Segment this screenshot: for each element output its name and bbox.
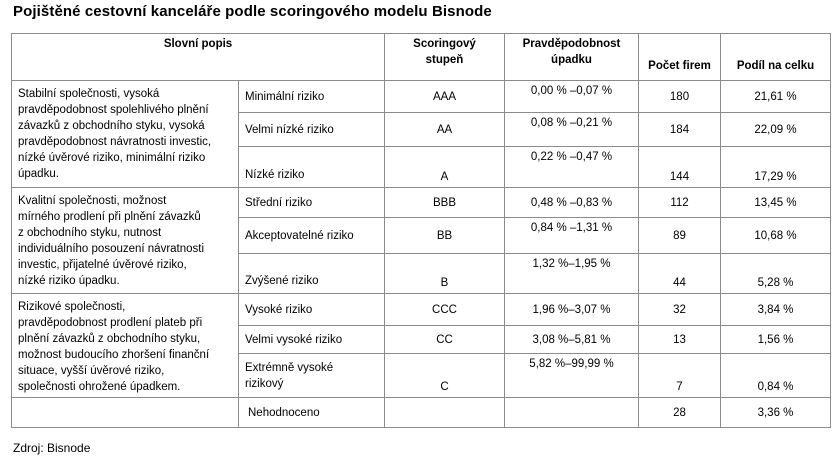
share-cell: 17,29 %: [721, 147, 831, 188]
risk-label: Nehodnoceno: [239, 398, 385, 428]
desc-line: z obchodního styku, nutnost: [18, 227, 162, 239]
prob-cell: 1,32 %–1,95 %: [505, 254, 639, 294]
prob-cell: 0,08 % –0,21 %: [505, 113, 639, 147]
group-description: [12, 294, 239, 398]
prob-cell: 0,48 % –0,83 %: [505, 188, 639, 218]
source-note: Zdroj: Bisnode: [13, 441, 91, 455]
share-cell: 10,68 %: [721, 218, 831, 254]
count-cell: 7: [639, 354, 721, 398]
grade-cell: AA: [385, 113, 505, 147]
share-cell: 5,28 %: [721, 254, 831, 294]
risk-label: Velmi vysoké riziko: [239, 326, 385, 354]
group-description: [12, 188, 239, 294]
risk-label-line: Extrémně vysoké: [245, 361, 334, 374]
count-cell: 144: [639, 147, 721, 188]
prob-cell: 5,82 %–99,99 %: [505, 354, 639, 398]
desc-line: nízké riziko úpadku.: [18, 275, 120, 287]
prob-cell: 0,22 % –0,47 %: [505, 147, 639, 188]
prob-cell: 1,96 %–3,07 %: [505, 294, 639, 326]
header-prob-line1: Pravděpodobnost: [522, 38, 621, 50]
desc-line: investic, přijatelné úvěrové riziko,: [18, 259, 187, 271]
scoring-table: [11, 33, 831, 428]
count-cell: 13: [639, 326, 721, 354]
count-cell: 32: [639, 294, 721, 326]
risk-label: Střední riziko: [239, 188, 385, 218]
table-row: [12, 188, 831, 218]
table-row: [12, 398, 831, 428]
desc-line: Rizikové společnosti,: [18, 301, 126, 313]
header-desc: Slovní popis: [12, 34, 385, 81]
risk-label: Velmi nízké riziko: [239, 113, 385, 147]
desc-line: pravděpodobnost prodlení plateb při: [18, 317, 203, 329]
risk-label: Akceptovatelné riziko: [239, 218, 385, 254]
desc-line: pravděpodobnost návratnosti investic,: [18, 136, 212, 148]
header-share: Podíl na celku: [721, 34, 831, 81]
count-cell: 44: [639, 254, 721, 294]
grade-cell: CCC: [385, 294, 505, 326]
desc-line: situace, vyšší úvěrové riziko,: [18, 365, 165, 377]
share-cell: 1,56 %: [721, 326, 831, 354]
grade-cell: BBB: [385, 188, 505, 218]
prob-cell: 3,08 %–5,81 %: [505, 326, 639, 354]
grade-cell: B: [385, 254, 505, 294]
risk-label-line: rizikový: [245, 377, 284, 390]
count-cell: 184: [639, 113, 721, 147]
grade-cell: CC: [385, 326, 505, 354]
header-prob: [505, 34, 639, 81]
desc-line: individuálního posouzení návratnosti: [18, 243, 205, 255]
grade-cell: A: [385, 147, 505, 188]
prob-cell: [505, 398, 639, 428]
group-description: [12, 81, 239, 188]
desc-line: mírného prodlení při plnění závazků: [18, 211, 201, 223]
count-cell: 180: [639, 81, 721, 113]
table-row: [12, 294, 831, 326]
header-count: Počet firem: [639, 34, 721, 81]
share-cell: 3,84 %: [721, 294, 831, 326]
share-cell: 0,84 %: [721, 354, 831, 398]
share-cell: 13,45 %: [721, 188, 831, 218]
table-row: [12, 81, 831, 113]
header-grade-line1: Scoringový: [413, 38, 476, 50]
count-cell: 28: [639, 398, 721, 428]
grade-cell: BB: [385, 218, 505, 254]
header-grade: [385, 34, 505, 81]
grade-cell: C: [385, 354, 505, 398]
desc-line: závazků z obchodního styku, vysoká: [18, 120, 205, 132]
prob-cell: 0,00 % –0,07 %: [505, 81, 639, 113]
risk-label: [239, 354, 385, 398]
desc-line: společnosti ohrožené úpadkem.: [18, 381, 181, 393]
count-cell: 112: [639, 188, 721, 218]
header-prob-line2: úpadku: [551, 54, 592, 66]
desc-line: Kvalitní společnosti, možnost: [18, 195, 167, 207]
header-row: [12, 34, 831, 81]
risk-label: Vysoké riziko: [239, 294, 385, 326]
desc-line: plnění závazků z obchodního styku,: [18, 333, 201, 345]
share-cell: 3,36 %: [721, 398, 831, 428]
prob-cell: 0,84 % –1,31 %: [505, 218, 639, 254]
empty-desc-cell: [12, 398, 239, 428]
count-cell: 89: [639, 218, 721, 254]
header-grade-line2: stupeň: [425, 54, 464, 66]
risk-label: Nízké riziko: [239, 147, 385, 188]
risk-label: Minimální riziko: [239, 81, 385, 113]
table-title: Pojištěné cestovní kanceláře podle scoringového modelu Bisnode: [13, 3, 492, 20]
desc-line: úpadku.: [18, 168, 59, 180]
share-cell: 22,09 %: [721, 113, 831, 147]
desc-line: pravděpodobnost spolehlivého plnění: [18, 104, 209, 116]
desc-line: nízké úvěrové riziko, minimální riziko: [18, 152, 206, 164]
risk-label: Zvýšené riziko: [239, 254, 385, 294]
grade-cell: AAA: [385, 81, 505, 113]
desc-line: Stabilní společnosti, vysoká: [18, 88, 160, 100]
share-cell: 21,61 %: [721, 81, 831, 113]
desc-line: možnost budoucího zhoršení finanční: [18, 349, 210, 361]
grade-cell: [385, 398, 505, 428]
